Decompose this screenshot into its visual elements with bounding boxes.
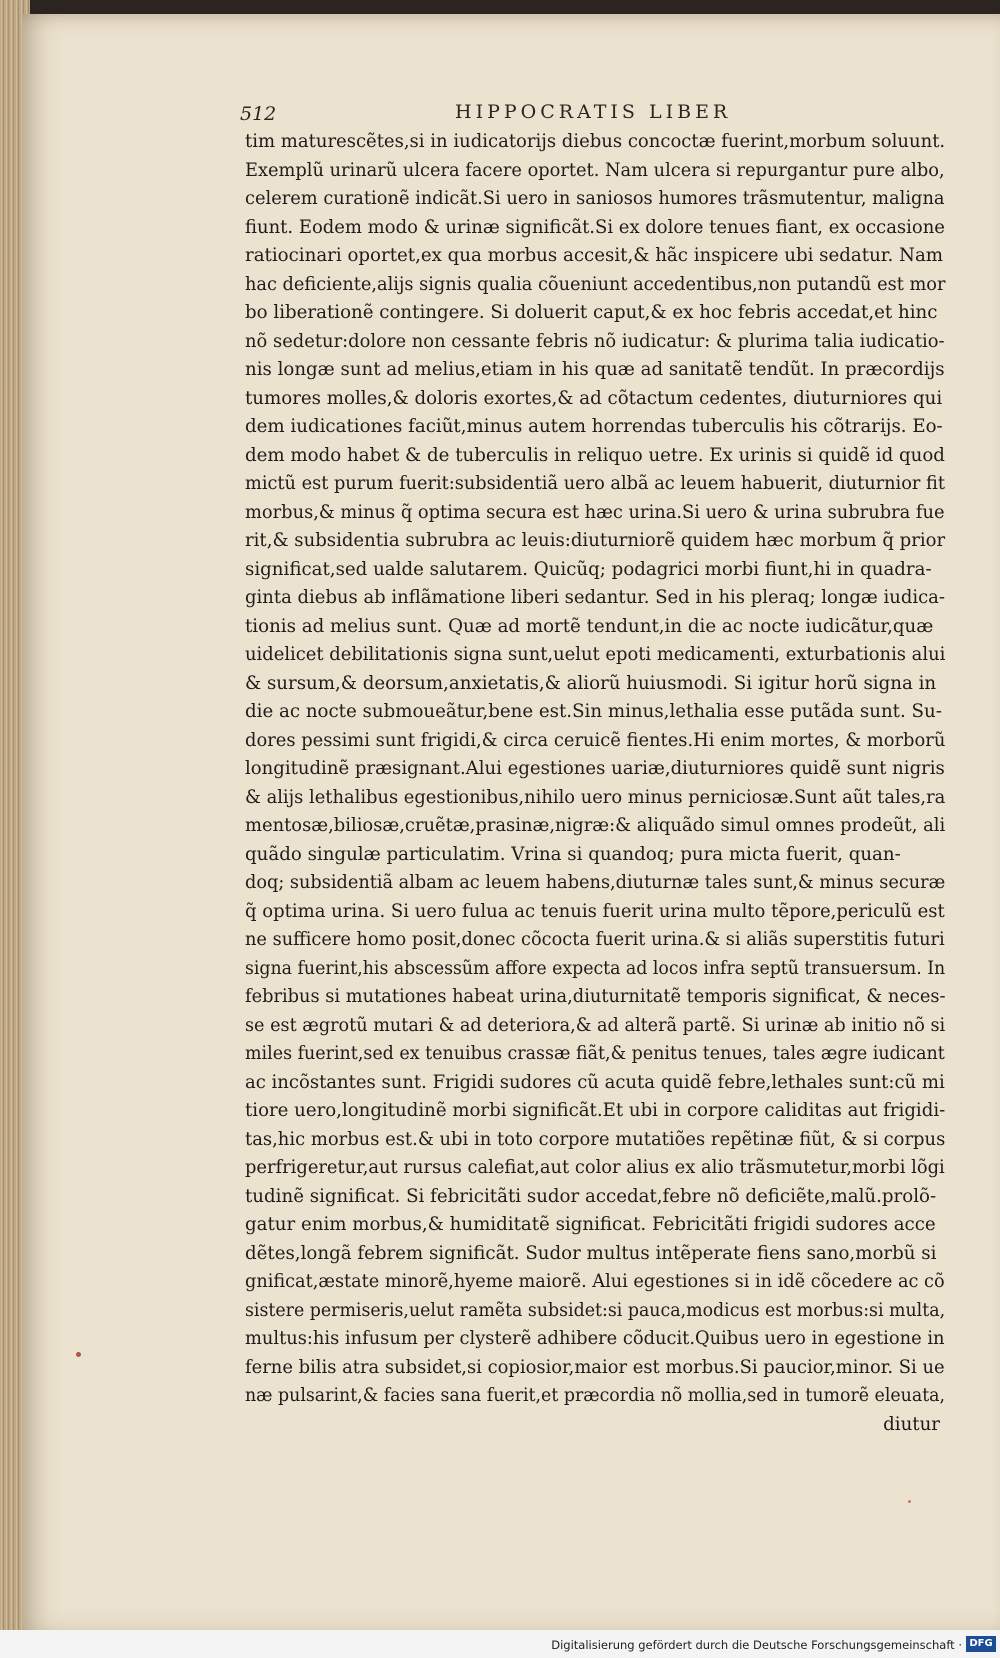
text-line: mentosæ,biliosæ,cruẽtæ,prasinæ,nigræ:& aliquãdo simul omnes prodeũt, ali xyxy=(245,815,946,836)
digitization-footer xyxy=(0,1630,1000,1658)
text-line: dem iudicationes faciũt,minus autem horrendas tuberculis his cõtrarijs. Eo- xyxy=(245,416,943,437)
text-line: dẽtes,longã febrem significãt. Sudor multus intẽperate fiens sano,morbũ si xyxy=(245,1242,937,1264)
text-line: sistere permiseris,uelut ramẽta subsidet:si pauca,modicus est morbus:si multa, xyxy=(245,1299,946,1321)
running-title: HIPPOCRATIS LIBER xyxy=(455,101,732,123)
text-line: ac incõstantes sunt. Frigidi sudores cũ acuta quidẽ febre,lethales sunt:cũ mi xyxy=(245,1071,945,1093)
text-line: uidelicet debilitationis signa sunt,uelut epoti medicamenti, exturbationis alui xyxy=(245,644,946,665)
text-line: nis longæ sunt ad melius,etiam in his quæ ad sanitatẽ tendũt. In præcordijs xyxy=(245,359,945,380)
text-line: multus:his infusum per clysterẽ adhibere cõducit.Quibus uero in egestione in xyxy=(245,1328,945,1349)
body-text xyxy=(245,128,945,1439)
text-line: tiore uero,longitudinẽ morbi significãt.Et ubi in corpore caliditas aut frigidi- xyxy=(245,1100,946,1121)
text-line: gnificat,æstate minorẽ,hyeme maiorẽ. Alui egestiones si in idẽ cõcedere ac cõ xyxy=(245,1271,945,1292)
funding-notice: Digitalisierung gefördert durch die Deutsche Forschungsgemeinschaft · xyxy=(551,1638,962,1652)
text-line: ratiocinari oportet,ex qua morbus accesit,& hãc inspicere ubi sedatur. Nam xyxy=(245,245,944,266)
text-line: longitudinẽ præsignant.Alui egestiones uariæ,diuturniores quidẽ sunt nigris xyxy=(245,758,945,779)
text-line: hac deficiente,alijs signis qualia cõueniunt accedentibus,non putandũ est mor xyxy=(245,273,946,295)
text-line: & alijs lethalibus egestionibus,nihilo uero minus perniciosæ.Sunt aũt tales,ra xyxy=(245,786,946,808)
text-line: næ pulsarint,& facies sana fuerit,et præcordia nõ mollia,sed in tumorẽ eleuata, xyxy=(245,1385,946,1406)
text-line: ginta diebus ab inflãmatione liberi sedantur. Sed in his pleraq; longæ iudica- xyxy=(245,587,945,608)
text-line: ne sufficere homo posit,donec cõcocta fuerit urina.& si aliãs superstitis futuri xyxy=(245,929,945,950)
page-number: 512 xyxy=(240,103,277,125)
text-line: q̃ optima urina. Si uero fulua ac tenuis fuerit urina multo tẽpore,periculũ est xyxy=(245,900,945,922)
text-line: perfrigeretur,aut rursus calefiat,aut color alius ex alio trãsmutetur,morbi lõgi xyxy=(245,1157,945,1178)
text-line: mictũ est purum fuerit:subsidentiã uero albã ac leuem habuerit, diuturnior fit xyxy=(245,473,945,494)
text-line: die ac nocte submoueãtur,bene est.Sin minus,lethalia esse putãda sunt. Su- xyxy=(245,701,942,722)
text-line: dem modo habet & de tuberculis in reliquo uetre. Ex urinis si quidẽ id quod xyxy=(245,444,945,466)
text-line: rit,& subsidentia subrubra ac leuis:diuturniorẽ quidem hæc morbum q̃ prior xyxy=(245,530,946,551)
text-line: tionis ad melius sunt. Quæ ad mortẽ tendunt,in die ac nocte iudicãtur,quæ xyxy=(245,615,934,637)
text-line: morbus,& minus q̃ optima secura est hæc urina.Si uero & urina subrubra fue xyxy=(245,501,945,523)
dfg-logo: DFG xyxy=(966,1636,996,1652)
text-line: signa fuerint,his abscessũm affore expecta ad locos infra septũ transuersum. In xyxy=(245,957,946,979)
text-line: & sursum,& deorsum,anxietatis,& aliorũ huiusmodi. Si igitur horũ signa in xyxy=(245,672,937,694)
text-line: dores pessimi sunt frigidi,& circa ceruicẽ fientes.Hi enim mortes, & morborũ xyxy=(245,729,946,751)
page-header xyxy=(240,95,760,127)
text-line: doq; subsidentiã albam ac leuem habens,diuturnæ tales sunt,& minus securæ xyxy=(245,872,946,893)
ink-spot xyxy=(908,1500,911,1503)
text-line: gatur enim morbus,& humiditatẽ significat. Febricitãti frigidi sudores acce xyxy=(245,1214,936,1235)
text-line: tas,hic morbus est.& ubi in toto corpore mutatiões repẽtinæ fiũt, & si corpus xyxy=(245,1128,946,1150)
text-line: fiunt. Eodem modo & urinæ significãt.Si ex dolore tenues fiant, ex occasione xyxy=(245,216,945,238)
text-line: tudinẽ significat. Si febricitãti sudor accedat,febre nõ deficiẽte,malũ.prolõ- xyxy=(245,1185,937,1207)
text-line: quãdo singulæ particulatim. Vrina si quandoq; pura micta fuerit, quan- xyxy=(245,843,901,865)
text-line: miles fuerint,sed ex tenuibus crassæ fiãt,& penitus tenues, tales ægre iudicant xyxy=(245,1043,945,1064)
text-line: febribus si mutationes habeat urina,diuturnitatẽ temporis significat, & neces- xyxy=(245,986,946,1007)
text-line: Exemplũ urinarũ ulcera facere oportet. Nam ulcera si repurgantur pure albo, xyxy=(245,159,945,181)
text-line: tumores molles,& doloris exortes,& ad cõtactum cedentes, diuturniores qui xyxy=(245,387,943,409)
text-line: significat,sed ualde salutarem. Quicũq; podagrici morbi fiunt,hi in quadra- xyxy=(245,558,932,580)
text-line: ferne bilis atra subsidet,si copiosior,maior est morbus.Si paucior,minor. Si ue xyxy=(245,1356,945,1378)
ink-spot xyxy=(76,1352,81,1357)
text-line: se est ægrotũ mutari & ad deteriora,& ad alterã partẽ. Si urinæ ab initio nõ si xyxy=(245,1014,946,1036)
text-line: tim maturescẽtes,si in iudicatorijs diebus concoctæ fuerint,morbum soluunt. xyxy=(245,131,946,152)
catchword: diutur xyxy=(883,1413,940,1435)
text-line: bo liberationẽ contingere. Si doluerit caput,& ex hoc febris accedat,et hinc xyxy=(245,302,938,323)
text-line: nõ sedetur:dolore non cessante febris nõ iudicatur: & plurima talia iudicatio- xyxy=(245,330,945,352)
text-line: celerem curationẽ indicãt.Si uero in saniosos humores trãsmutentur, maligna xyxy=(245,188,945,209)
